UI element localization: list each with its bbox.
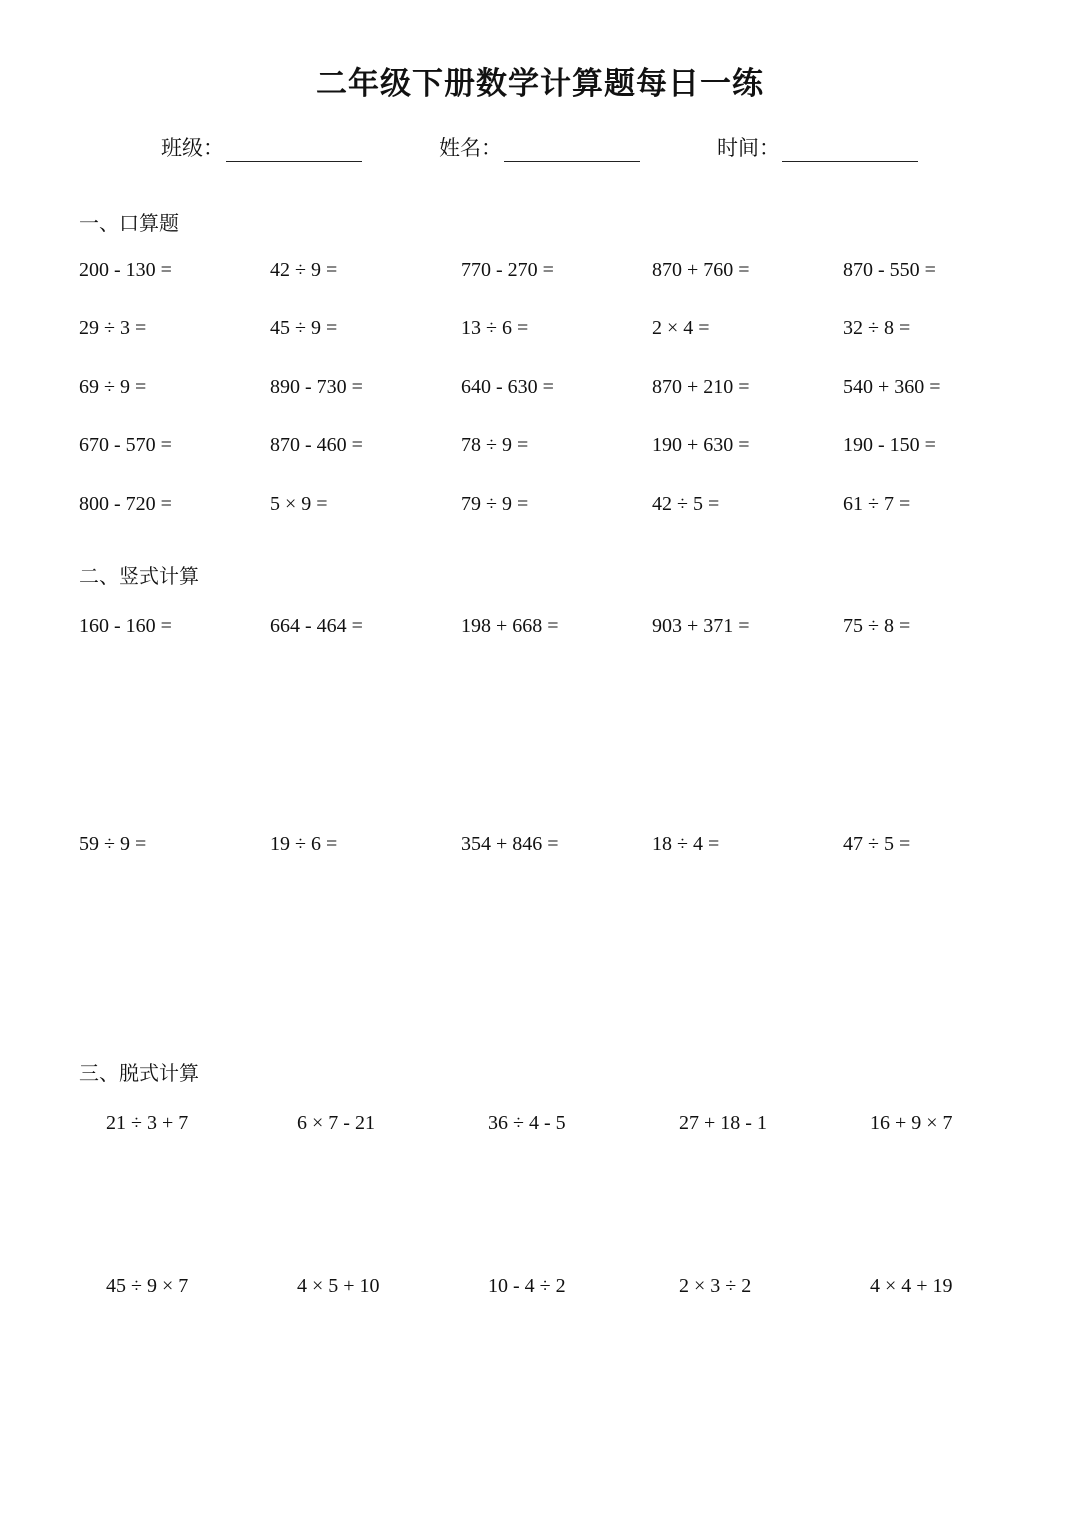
time-blank-line[interactable] [782, 161, 918, 162]
stepwise-problem: 21 ÷ 3 + 7 [106, 1112, 189, 1134]
oral-problem: 79 ÷ 9 = [461, 493, 529, 515]
vertical-problem: 19 ÷ 6 = [270, 833, 338, 855]
page-title: 二年级下册数学计算题每日一练 [316, 66, 764, 102]
stepwise-problem: 2 × 3 ÷ 2 [679, 1275, 752, 1297]
stepwise-problem: 4 × 4 + 19 [870, 1275, 953, 1297]
oral-problem: 870 - 460 = [270, 434, 363, 456]
vertical-problem: 59 ÷ 9 = [79, 833, 147, 855]
oral-problem: 640 - 630 = [461, 376, 554, 398]
oral-problem: 870 + 760 = [652, 259, 750, 281]
oral-problem: 670 - 570 = [79, 434, 172, 456]
vertical-problem: 903 + 371 = [652, 615, 750, 637]
oral-problem: 770 - 270 = [461, 259, 554, 281]
oral-problem: 42 ÷ 9 = [270, 259, 338, 281]
stepwise-problem: 10 - 4 ÷ 2 [488, 1275, 566, 1297]
section-title-stepwise: 三、脱式计算 [79, 1061, 199, 1085]
class-blank-line[interactable] [226, 161, 362, 162]
vertical-problem: 160 - 160 = [79, 615, 172, 637]
stepwise-problem: 27 + 18 - 1 [679, 1112, 767, 1134]
stepwise-problem: 16 + 9 × 7 [870, 1112, 953, 1134]
stepwise-problem: 6 × 7 - 21 [297, 1112, 375, 1134]
name-label: 姓名： [439, 136, 502, 160]
oral-problem: 29 ÷ 3 = [79, 317, 147, 339]
oral-problem: 32 ÷ 8 = [843, 317, 911, 339]
oral-problem: 890 - 730 = [270, 376, 363, 398]
oral-problem: 13 ÷ 6 = [461, 317, 529, 339]
section-title-oral: 一、口算题 [79, 211, 179, 235]
vertical-problem: 75 ÷ 8 = [843, 615, 911, 637]
oral-problem: 870 + 210 = [652, 376, 750, 398]
oral-problem: 45 ÷ 9 = [270, 317, 338, 339]
oral-problem: 200 - 130 = [79, 259, 172, 281]
vertical-problem: 18 ÷ 4 = [652, 833, 720, 855]
oral-problem: 42 ÷ 5 = [652, 493, 720, 515]
oral-problem: 78 ÷ 9 = [461, 434, 529, 456]
vertical-problem: 354 + 846 = [461, 833, 559, 855]
oral-problem: 190 + 630 = [652, 434, 750, 456]
stepwise-problem: 36 ÷ 4 - 5 [488, 1112, 566, 1134]
oral-problem: 5 × 9 = [270, 493, 328, 515]
oral-problem: 870 - 550 = [843, 259, 936, 281]
vertical-problem: 47 ÷ 5 = [843, 833, 911, 855]
stepwise-problem: 4 × 5 + 10 [297, 1275, 380, 1297]
oral-problem: 190 - 150 = [843, 434, 936, 456]
vertical-problem: 198 + 668 = [461, 615, 559, 637]
oral-problem: 800 - 720 = [79, 493, 172, 515]
oral-problem: 2 × 4 = [652, 317, 710, 339]
oral-problem: 69 ÷ 9 = [79, 376, 147, 398]
section-title-vertical: 二、竖式计算 [79, 564, 199, 588]
vertical-problem: 664 - 464 = [270, 615, 363, 637]
oral-problem: 540 + 360 = [843, 376, 941, 398]
stepwise-problem: 45 ÷ 9 × 7 [106, 1275, 189, 1297]
class-label: 班级： [161, 136, 224, 160]
name-blank-line[interactable] [504, 161, 640, 162]
time-label: 时间： [717, 136, 780, 160]
oral-problem: 61 ÷ 7 = [843, 493, 911, 515]
